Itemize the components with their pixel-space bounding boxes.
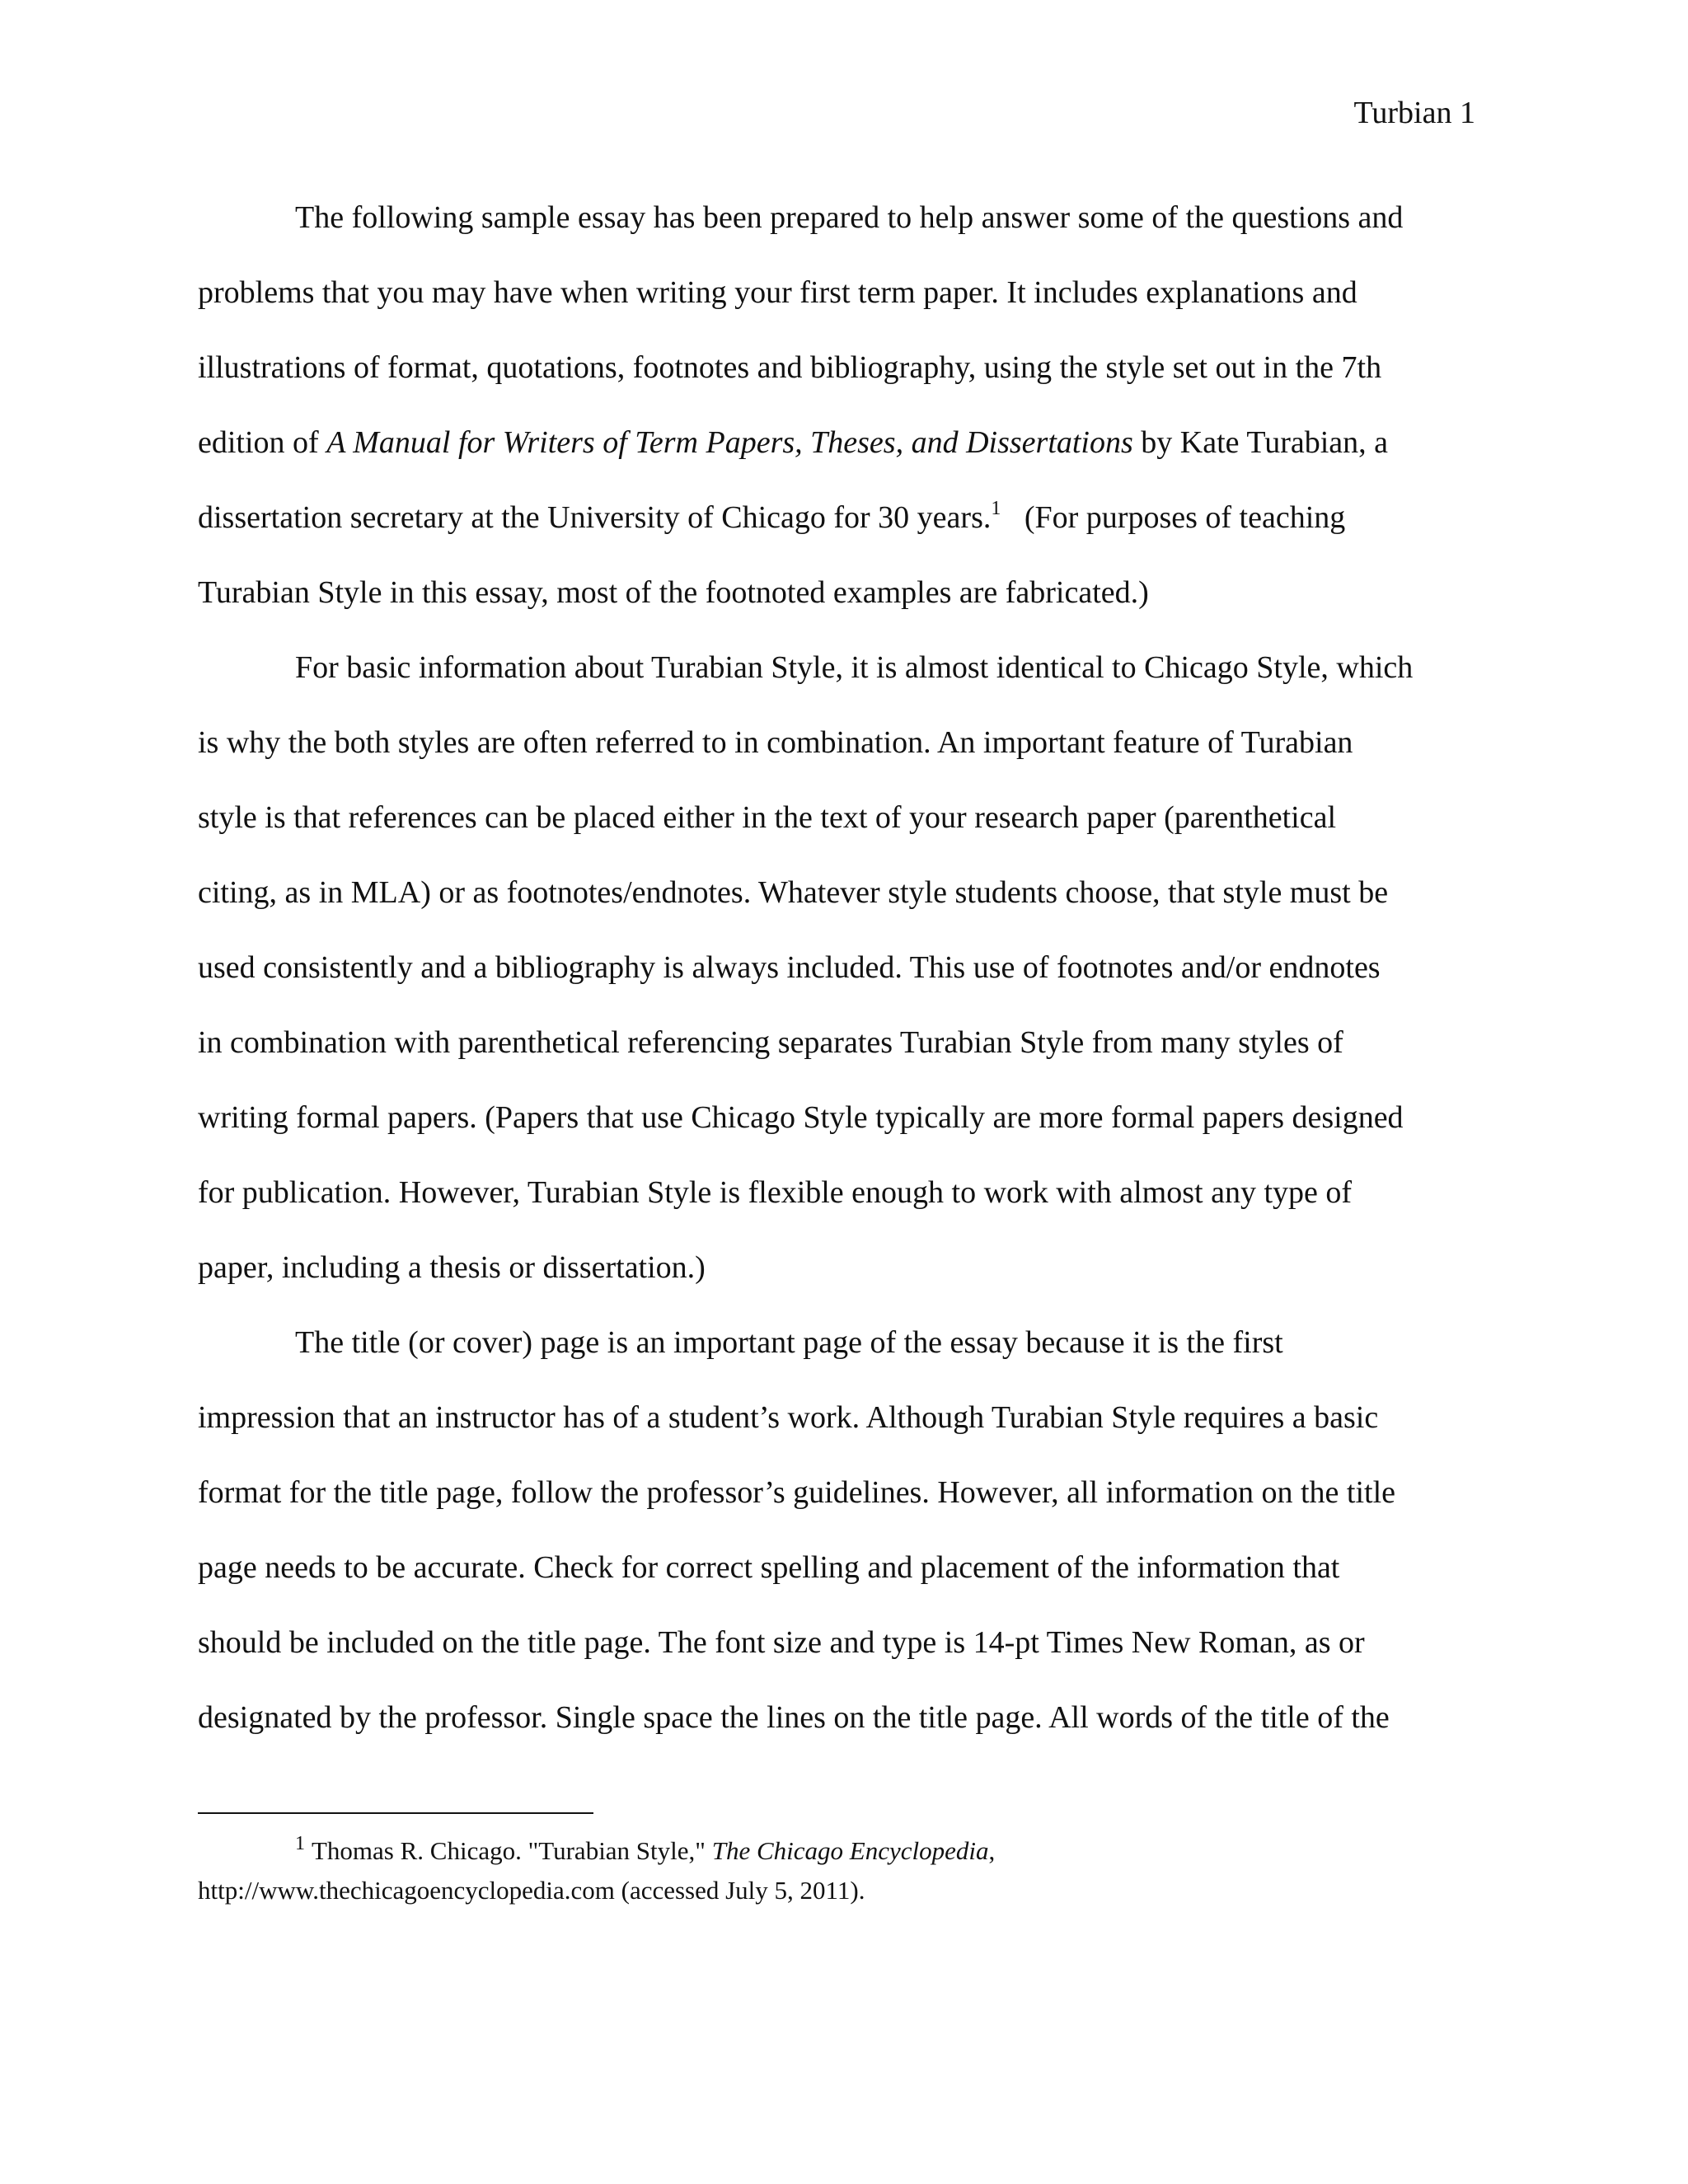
paragraph-1-line-4 (198, 427, 1388, 458)
text-run: dissertation secretary at the University of Chicago for 30 years. (198, 500, 992, 535)
paragraph-1-line-6: Turabian Style in this essay, most of the footnoted examples are fabricated.) (198, 575, 1149, 610)
paragraph-2-line-3: style is that references can be placed either in the text of your research paper (parenthetical (198, 800, 1337, 835)
paragraph-2-line-8: for publication. However, Turabian Style is flexible enough to work with almost any type of (198, 1175, 1353, 1210)
paragraph-3-line-5: should be included on the title page. The font size and type is 14-pt Times New Roman, as or (198, 1625, 1365, 1660)
footnote-reference: 1 (991, 498, 1001, 519)
encyclopedia-title: The Chicago Encyclopedia (711, 1836, 989, 1865)
text-run: edition of (198, 425, 327, 460)
paragraph-2-line-5: used consistently and a bibliography is always included. This use of footnotes and/or endnotes (198, 950, 1381, 985)
footnote-number: 1 (295, 1833, 305, 1854)
paragraph-3-line-3: format for the title page, follow the professor’s guidelines. However, all information on the title (198, 1475, 1395, 1510)
paragraph-1-line-2: problems that you may have when writing your first term paper. It includes explanations and (198, 275, 1357, 310)
paragraph-3-line-6: designated by the professor. Single space the lines on the title page. All words of the title of the (198, 1700, 1390, 1735)
paragraph-3-line-4: page needs to be accurate. Check for correct spelling and placement of the information that (198, 1550, 1340, 1585)
paragraph-1-line-1: The following sample essay has been prepared to help answer some of the questions and (295, 200, 1404, 235)
paragraph-3-line-1: The title (or cover) page is an important page of the essay because it is the first (295, 1325, 1283, 1360)
paragraph-1-line-5 (198, 498, 1346, 535)
paragraph-2-line-2: is why the both styles are often referred to in combination. An important feature of Turabian (198, 725, 1353, 760)
text-run: Thomas R. Chicago. "Turabian Style," (312, 1836, 712, 1865)
book-title: A Manual for Writers of Term Papers, Theses, and Dissertations (326, 425, 1133, 460)
footnote-line-2: http://www.thechicagoencyclopedia.com (accessed July 5, 2011). (198, 1876, 865, 1905)
footnote-line-1 (295, 1833, 996, 1865)
paragraph-2-line-4: citing, as in MLA) or as footnotes/endnotes. Whatever style students choose, that style must be (198, 875, 1389, 910)
footnote-separator (198, 1812, 593, 1814)
paragraph-3-line-2: impression that an instructor has of a student’s work. Although Turabian Style requires a basic (198, 1400, 1379, 1435)
paragraph-2-line-6: in combination with parenthetical referencing separates Turabian Style from many styles of (198, 1025, 1343, 1060)
running-head: Turbian 1 (1353, 96, 1475, 130)
text-run: by Kate Turabian, a (1132, 425, 1389, 460)
paragraph-2-line-9: paper, including a thesis or dissertation.) (198, 1250, 706, 1285)
text-run: (For purposes of teaching (1001, 500, 1346, 535)
paragraph-1-line-3: illustrations of format, quotations, footnotes and bibliography, using the style set out in the 7th (198, 350, 1382, 385)
paragraph-2-line-7: writing formal papers. (Papers that use Chicago Style typically are more formal papers designed (198, 1100, 1404, 1135)
paragraph-2-line-1: For basic information about Turabian Style, it is almost identical to Chicago Style, which (295, 650, 1414, 685)
text-run: , (988, 1836, 996, 1865)
